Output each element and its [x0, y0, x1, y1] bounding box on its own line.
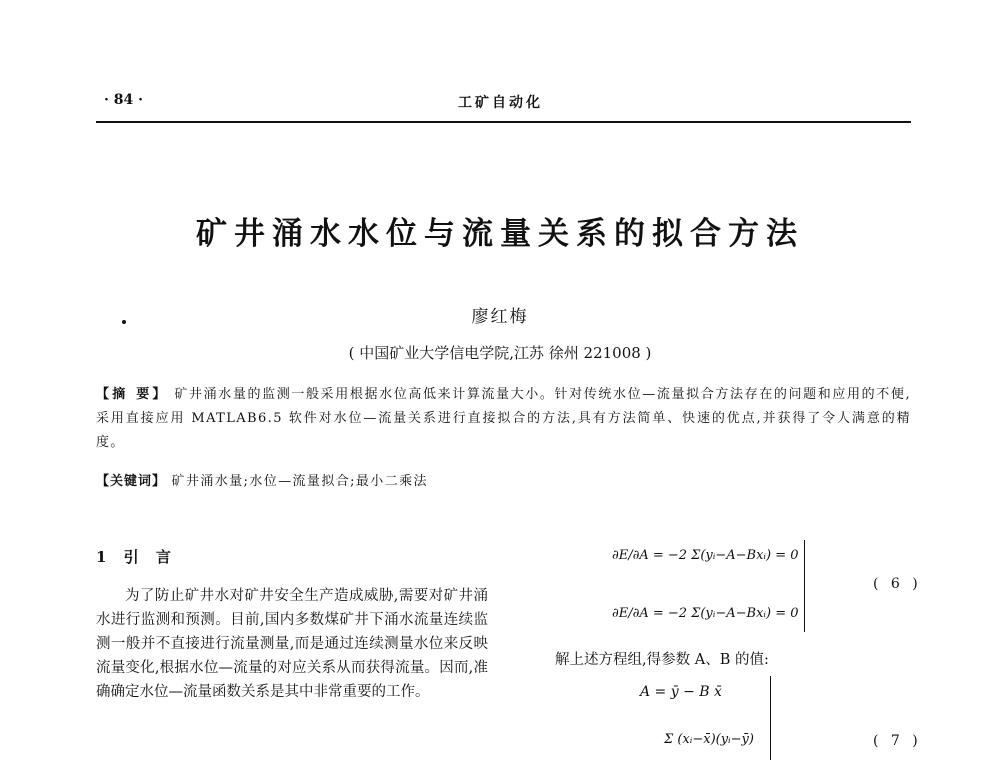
equation-6-number: ( 6 ): [873, 576, 922, 592]
page-number: · 84 ·: [104, 92, 143, 108]
equation-6-brace: [798, 540, 805, 632]
solve-text: 解上述方程组,得参数 A、B 的值:: [555, 652, 769, 668]
keywords: [96, 470, 911, 489]
section-heading: 1 引 言: [96, 548, 177, 566]
abstract-text: 矿井涌水量的监测一般采用根据水位高低来计算流量大小。针对传统水位—流量拟合方法存在的问题和应用的不便,采用直接应用 MATLAB6.5 软件对水位—流量关系进行直接拟合的方法,具有方法简单、快速的优点,并获得了令人满意的精度。: [96, 387, 911, 450]
equation-7-brace: [764, 676, 771, 760]
header-rule: [96, 121, 911, 123]
abstract: [96, 383, 911, 455]
intro-paragraph: [96, 584, 488, 704]
equation-7-line-2: Σ (xᵢ−x̄)(yᵢ−ȳ): [664, 732, 754, 747]
equation-6-line-2: ∂E/∂A = −2 Σ(yᵢ−A−Bxᵢ) = 0: [612, 606, 799, 621]
paper-title: 矿井涌水水位与流量关系的拟合方法: [196, 216, 804, 252]
journal-name: 工矿自动化: [458, 95, 543, 111]
keywords-label: 【关键词】: [96, 474, 167, 489]
equation-7-line-1: A = ȳ − B x̄: [640, 684, 722, 700]
author: 廖红梅: [471, 307, 529, 327]
keywords-text: 矿井涌水量;水位—流量拟合;最小二乘法: [166, 474, 428, 489]
equation-7-number: ( 7 ): [873, 733, 922, 749]
intro-text: 为了防止矿井水对矿井安全生产造成威胁,需要对矿井涌水进行监测和预测。目前,国内多数煤矿井下涌水流量连续监测一般并不直接进行流量测量,而是通过连续测量水位来反映流量变化,根据水位—流量的对应关系从而获得流量。因而,准确确定水位—流量函数关系是其中非常重要的工作。: [96, 588, 488, 700]
abstract-label: 【摘 要】: [96, 387, 169, 402]
affiliation: ( 中国矿业大学信电学院,江苏 徐州 221008 ): [348, 344, 652, 362]
equation-6-line-1: ∂E/∂A = −2 Σ(yᵢ−A−Bxᵢ) = 0: [612, 548, 799, 563]
